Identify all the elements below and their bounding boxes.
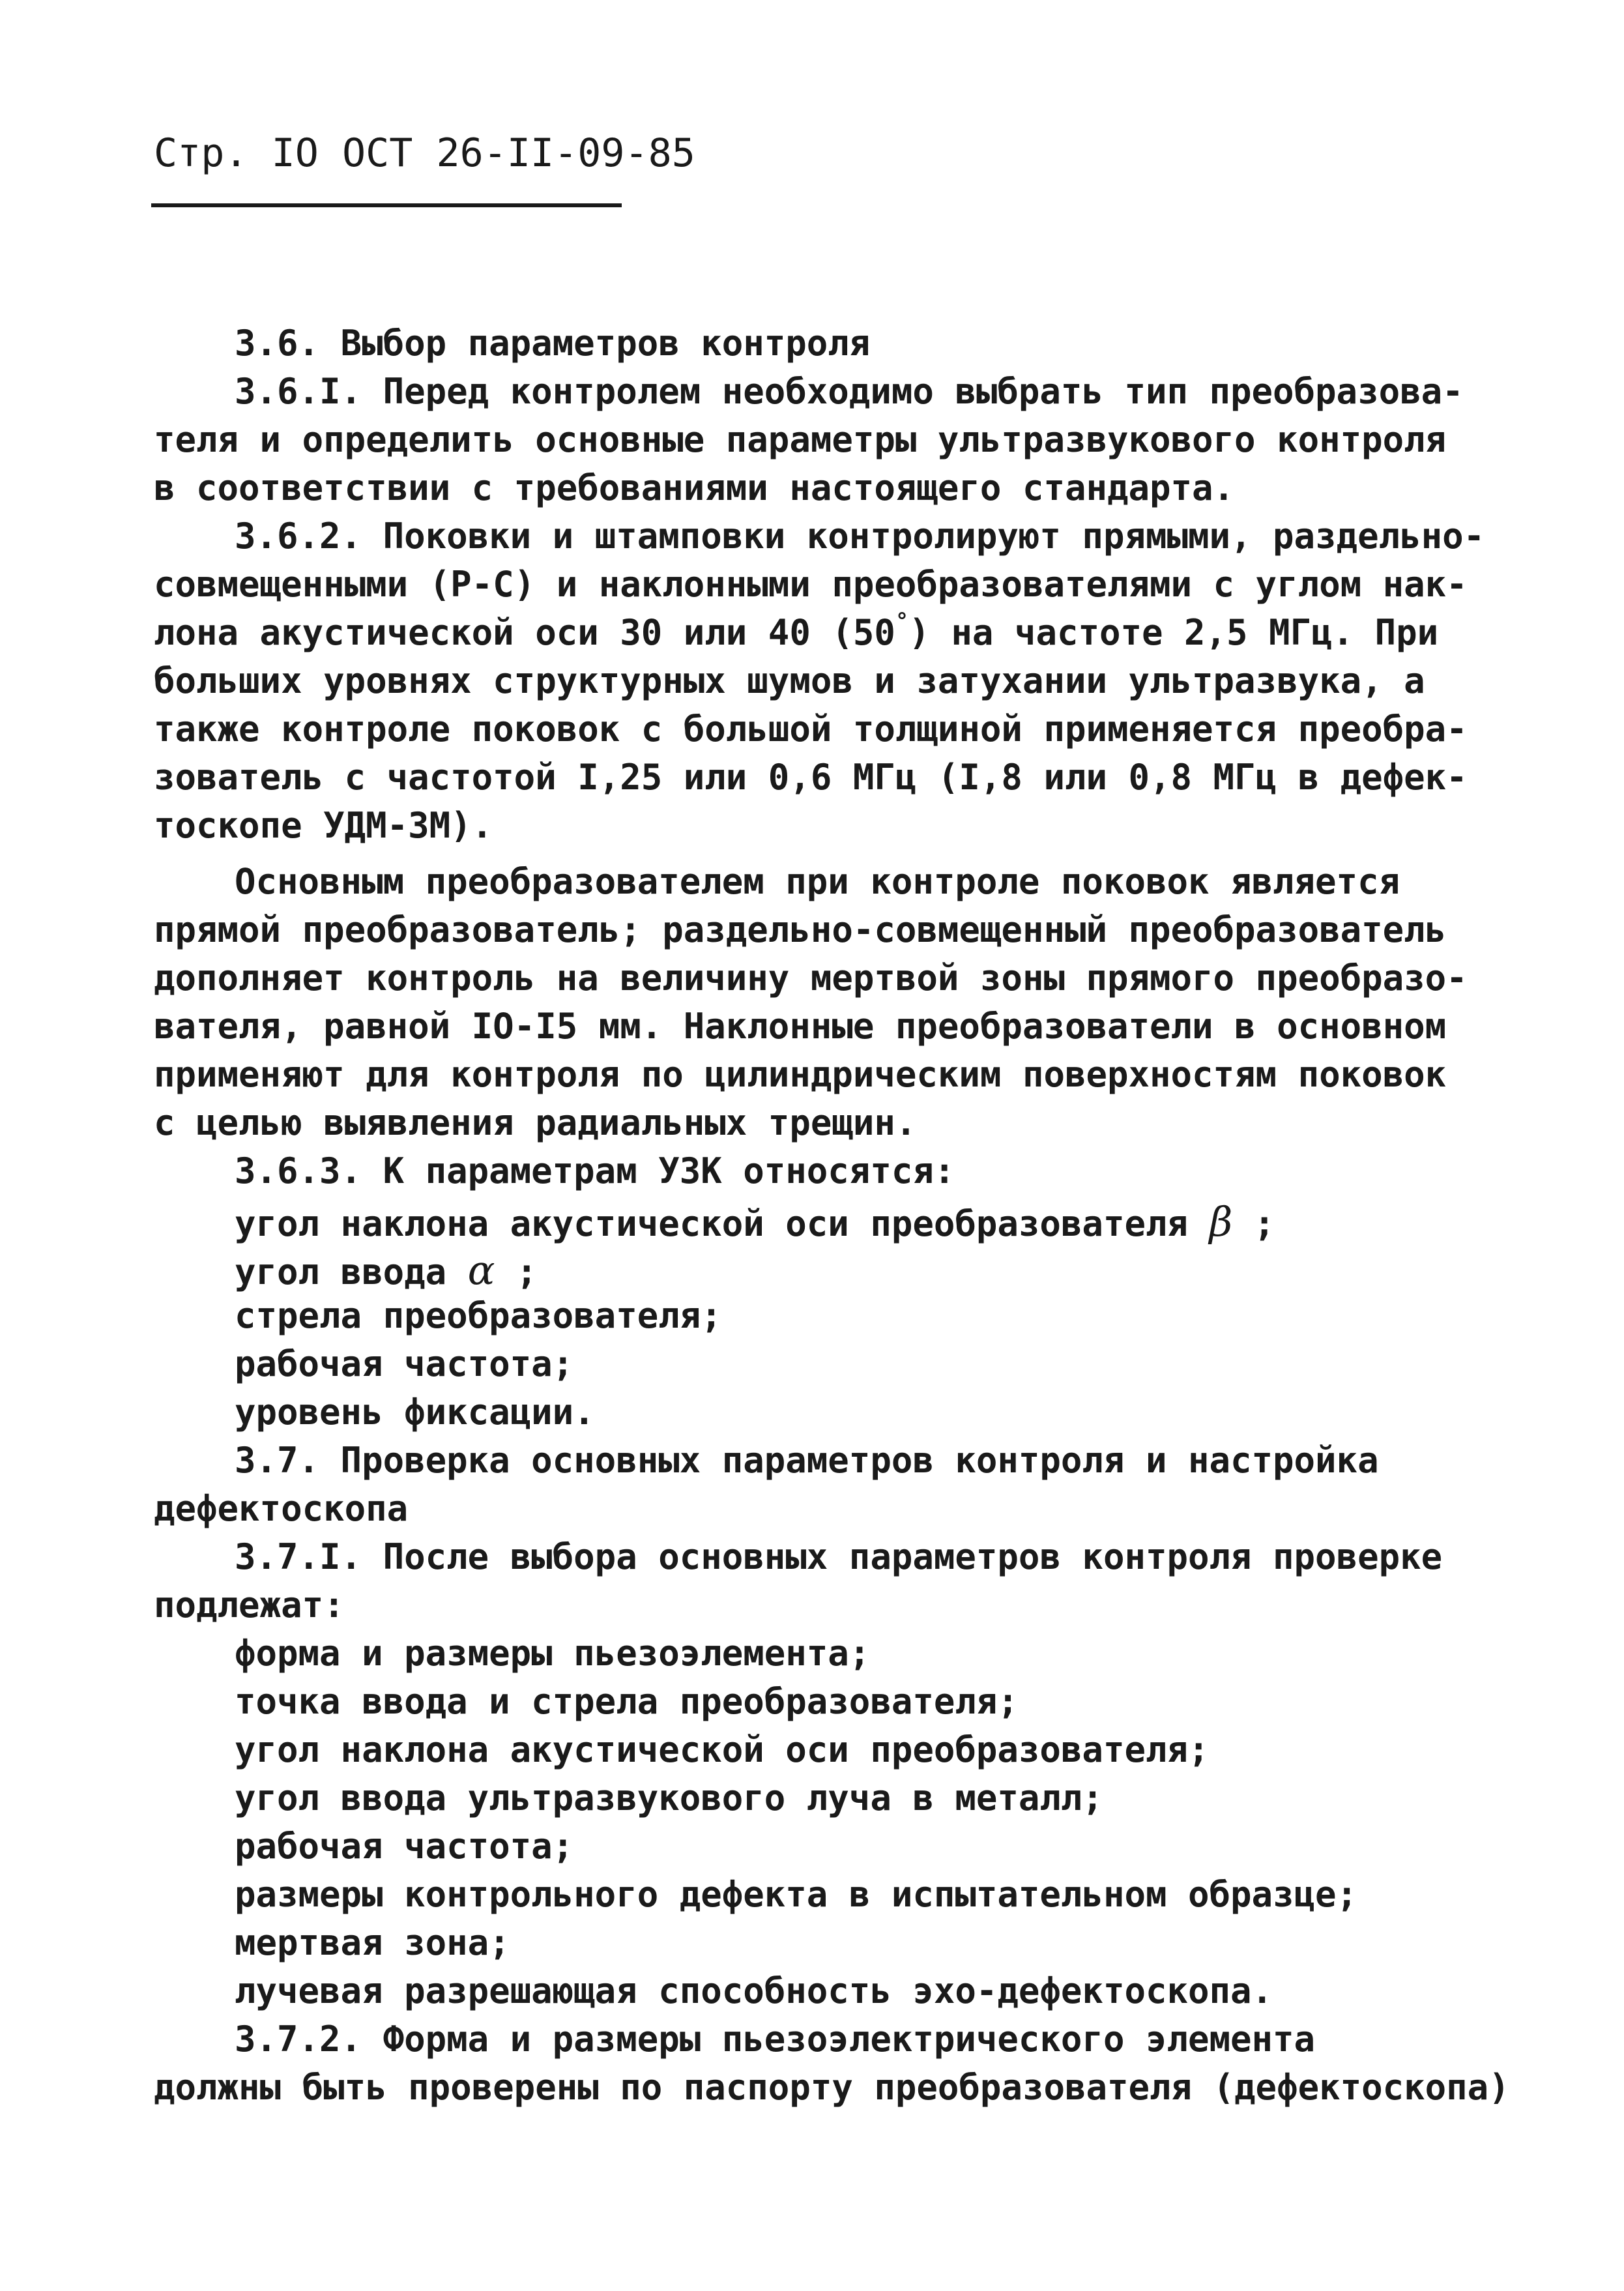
list-item	[235, 1246, 538, 1294]
list-item: угол наклона акустической оси преобразователя;	[235, 1729, 1210, 1770]
line-text: ;	[1232, 1203, 1275, 1244]
list-item: точка ввода и стрела преобразователя;	[235, 1681, 1019, 1722]
line-text: ;	[495, 1251, 538, 1292]
paragraph-line: тоскопе УДМ-3М).	[154, 805, 493, 846]
list-item: угол ввода ультразвукового луча в металл;	[235, 1777, 1103, 1818]
paragraph-line: зователь с частотой I,25 или 0,6 МГц (I,8 или 0,8 МГц в дефек-	[154, 757, 1468, 798]
alpha-symbol: α	[467, 1246, 495, 1294]
line-text: угол ввода	[235, 1251, 468, 1292]
list-item: стрела преобразователя;	[235, 1295, 722, 1336]
section-heading-3-7: 3.7. Проверка основных параметров контроля и настройка	[235, 1440, 1379, 1481]
paragraph-line: дополняет контроль на величину мертвой зоны прямого преобразо-	[154, 957, 1468, 999]
degree-superscript: °	[895, 608, 909, 634]
line-text: угол наклона акустической оси преобразователя	[235, 1203, 1210, 1244]
list-item: лучевая разрешающая способность эхо-дефектоскопа.	[235, 1970, 1273, 2011]
paragraph-line: 3.7.2. Форма и размеры пьезоэлектрического элемента	[235, 2019, 1316, 2060]
list-item: рабочая частота;	[235, 1343, 574, 1384]
beta-symbol: β	[1209, 1198, 1233, 1246]
paragraph-line: совмещенными (Р-С) и наклонными преобразователями с углом нак-	[154, 564, 1468, 605]
paragraph-line: в соответствии с требованиями настоящего стандарта.	[154, 467, 1235, 508]
paragraph-line: 3.7.I. После выбора основных параметров контроля проверке	[235, 1536, 1443, 1577]
paragraph-line: подлежат:	[154, 1584, 345, 1626]
list-item: мертвая зона;	[235, 1922, 510, 1963]
paragraph-line: 3.6.I. Перед контролем необходимо выбрать тип преобразова-	[235, 371, 1464, 412]
paragraph-line: дефектоскопа	[154, 1488, 409, 1529]
paragraph-line: прямой преобразователь; раздельно-совмещенный преобразователь	[154, 909, 1447, 950]
paragraph-line: также контроле поковок с большой толщиной применяется преобра-	[154, 708, 1468, 750]
list-item	[235, 1198, 1275, 1246]
paragraph-line: 3.6.3. К параметрам УЗК относятся:	[235, 1150, 955, 1191]
line-text: ) на частоте 2,5 МГц. При	[908, 612, 1439, 653]
paragraph-line: больших уровнях структурных шумов и затухании ультразвука, а	[154, 660, 1425, 701]
paragraph-line	[154, 608, 1439, 653]
paragraph-line: 3.6.2. Поковки и штамповки контролируют прямыми, раздельно-	[235, 516, 1485, 557]
list-item: размеры контрольного дефекта в испытательном образце;	[235, 1874, 1358, 1915]
paragraph-line: должны быть проверены по паспорту преобразователя (дефектоскопа)	[154, 2067, 1510, 2108]
paragraph-line: применяют для контроля по цилиндрическим поверхностям поковок	[154, 1054, 1447, 1095]
paragraph-line: теля и определить основные параметры ультразвукового контроля	[154, 419, 1447, 460]
paragraph-line: с целью выявления радиальных трещин.	[154, 1102, 917, 1143]
page-header: Стр. IO ОСТ 26-II-09-85	[154, 130, 695, 176]
list-item: уровень фиксации.	[235, 1392, 595, 1433]
list-item: форма и размеры пьезоэлемента;	[235, 1633, 871, 1674]
paragraph-line: вателя, равной IO-I5 мм. Наклонные преобразователи в основном	[154, 1006, 1447, 1047]
line-text: лона акустической оси 30 или 40 (50	[154, 612, 895, 653]
paragraph-line: Основным преобразователем при контроле поковок является	[235, 861, 1400, 902]
section-heading-3-6: 3.6. Выбор параметров контроля	[235, 323, 871, 364]
list-item: рабочая частота;	[235, 1826, 574, 1867]
